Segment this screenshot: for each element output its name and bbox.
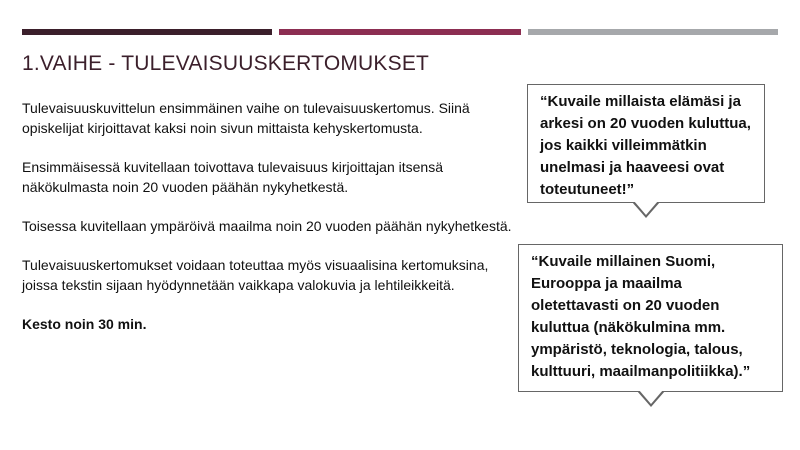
slide-title: 1.VAIHE - TULEVAISUUSKERTOMUKSET — [22, 52, 430, 75]
paragraph-first-story: Ensimmäisessä kuvitellaan toivottava tulevaisuus kirjoittajan itsensä näkökulmasta noin 20 vuoden päähän nykyhetkestä. — [22, 159, 443, 195]
slide-body — [22, 98, 512, 353]
duration-note: Kesto noin 30 min. — [22, 316, 147, 332]
callout-world-future — [518, 244, 783, 392]
paragraph-visual-stories: Tulevaisuuskertomukset voidaan toteuttaa myös visuaalisina kertomuksina, joissa tekstin sijaan hyödynnetään vaikkapa valokuvia ja lehtileikkeitä. — [22, 257, 489, 293]
paragraph-second-story: Toisessa kuvitellaan ympäröivä maailma noin 20 vuoden päähän nykyhetkestä. — [22, 218, 512, 234]
accent-bar-gray — [528, 29, 778, 35]
accent-bar-magenta — [279, 29, 521, 35]
paragraph-intro: Tulevaisuuskuvittelun ensimmäinen vaihe on tulevaisuuskertomus. Siinä opiskelijat kirjoittavat kaksi noin sivun mittaista kehyskertomusta. — [22, 100, 470, 136]
callout-personal-future — [527, 84, 765, 203]
accent-bar-dark — [22, 29, 272, 35]
callout-personal-future-text: “Kuvaile millaista elämäsi ja arkesi on 20 vuoden kuluttua, jos kaikki villeimmätkin unelmasi ja haaveesi ovat toteutuneet!” — [540, 93, 751, 198]
callout-world-future-text: “Kuvaile millainen Suomi, Eurooppa ja maailma oletettavasti on 20 vuoden kuluttua (näkökulmina mm. ympäristö, teknologia, talous, kulttuuri, maailmanpolitiikka).” — [531, 253, 751, 380]
